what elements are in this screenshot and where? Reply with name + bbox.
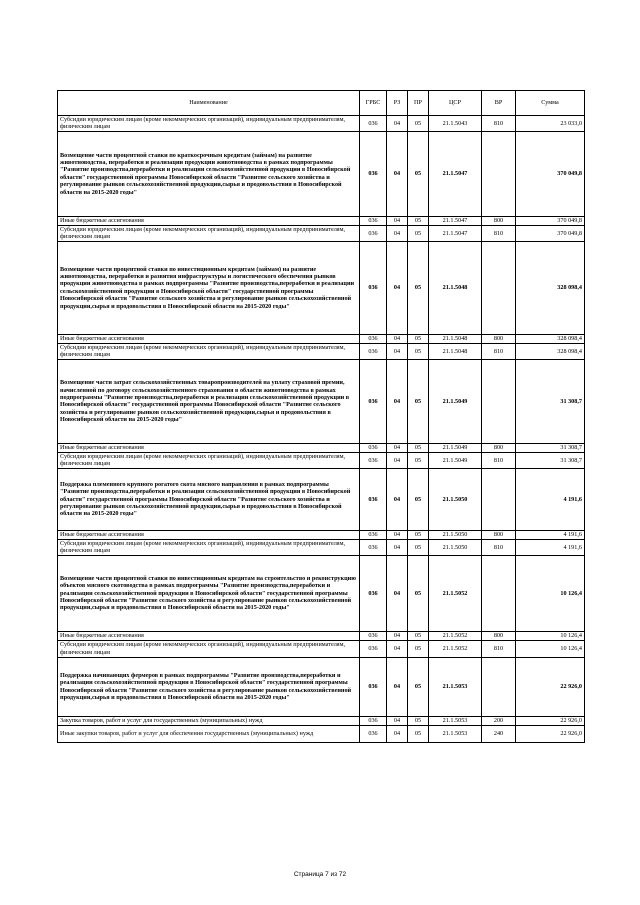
cell-rz: 04: [387, 225, 408, 241]
cell-name: Иные бюджетные ассигнования: [58, 530, 360, 539]
cell-csr: 21.1.5052: [429, 631, 482, 640]
cell-name: Субсидии юридическим лицам (кроме некоммерческих организаций), индивидуальным предпринимателям, физическим лицам: [58, 452, 360, 468]
header-grbs: ГРБС: [360, 91, 387, 116]
cell-pr: 05: [408, 334, 429, 343]
cell-grbs: 036: [360, 640, 387, 657]
cell-sum: 370 049,8: [516, 225, 585, 241]
table-row: [58, 334, 585, 343]
cell-vr: [482, 657, 516, 716]
cell-vr: 800: [482, 443, 516, 452]
cell-rz: 04: [387, 241, 408, 334]
cell-rz: 04: [387, 131, 408, 216]
cell-rz: 04: [387, 359, 408, 443]
cell-grbs: 036: [360, 631, 387, 640]
table-row: [58, 443, 585, 452]
cell-grbs: 036: [360, 131, 387, 216]
cell-grbs: 036: [360, 452, 387, 468]
cell-csr: 21.1.5052: [429, 555, 482, 631]
cell-sum: 328 098,4: [516, 241, 585, 334]
table-row: [58, 452, 585, 468]
header-name: Наименование: [58, 91, 360, 116]
cell-vr: 800: [482, 334, 516, 343]
cell-pr: 05: [408, 359, 429, 443]
cell-pr: 05: [408, 716, 429, 725]
cell-rz: 04: [387, 530, 408, 539]
cell-grbs: 036: [360, 359, 387, 443]
table-row: [58, 225, 585, 241]
cell-rz: 04: [387, 334, 408, 343]
cell-grbs: 036: [360, 555, 387, 631]
cell-pr: 05: [408, 131, 429, 216]
cell-sum: 22 926,0: [516, 716, 585, 725]
cell-rz: 04: [387, 657, 408, 716]
cell-sum: 370 049,8: [516, 216, 585, 225]
table-row: [58, 359, 585, 443]
table-header-row: [58, 91, 585, 116]
table-row: [58, 640, 585, 657]
cell-vr: 810: [482, 225, 516, 241]
cell-sum: 31 308,7: [516, 359, 585, 443]
cell-grbs: 036: [360, 468, 387, 530]
table-row: [58, 116, 585, 132]
cell-name: Субсидии юридическим лицам (кроме некоммерческих организаций), индивидуальным предпринимателям, физическим лицам: [58, 225, 360, 241]
cell-pr: 05: [408, 539, 429, 555]
cell-grbs: 036: [360, 725, 387, 742]
cell-pr: 05: [408, 725, 429, 742]
cell-grbs: 036: [360, 225, 387, 241]
cell-vr: [482, 468, 516, 530]
table-row: [58, 530, 585, 539]
cell-grbs: 036: [360, 343, 387, 359]
cell-csr: 21.1.5050: [429, 468, 482, 530]
cell-pr: 05: [408, 452, 429, 468]
cell-sum: 370 049,8: [516, 131, 585, 216]
cell-name: Субсидии юридическим лицам (кроме некоммерческих организаций), индивидуальным предпринимателям, физическим лицам: [58, 343, 360, 359]
cell-sum: 4 191,6: [516, 468, 585, 530]
cell-name: Возмещение части процентной ставки по инвестиционным кредитам (займам) на развитие животноводства, переработки и развития инфраструктуры и логистического обеспечения рынков продукции животноводства в рамках подпрограммы "Развитие производства,переработки и реализации сельскохозяйственной продукции в Новосибирской области" государственной программы Новосибирской области "Развитие сельского хозяйства и регулирование рынков сельскохозяйственной продукции,сырья и продовольствия в Новосибирской области на 2015-2020 годы": [58, 241, 360, 334]
cell-grbs: 036: [360, 443, 387, 452]
cell-rz: 04: [387, 443, 408, 452]
cell-rz: 04: [387, 640, 408, 657]
cell-csr: 21.1.5047: [429, 225, 482, 241]
cell-name: Иные закупки товаров, работ и услуг для обеспечения государственных (муниципальных) нужд: [58, 725, 360, 742]
cell-sum: 10 126,4: [516, 555, 585, 631]
cell-pr: 05: [408, 443, 429, 452]
table-row: [58, 631, 585, 640]
cell-vr: [482, 555, 516, 631]
cell-sum: 4 191,6: [516, 539, 585, 555]
cell-vr: 800: [482, 216, 516, 225]
table-row: [58, 343, 585, 359]
cell-csr: 21.1.5048: [429, 334, 482, 343]
cell-csr: 21.1.5053: [429, 716, 482, 725]
cell-grbs: 036: [360, 716, 387, 725]
table-row: [58, 725, 585, 742]
cell-name: Возмещение части затрат сельскохозяйственных товаропроизводителей на уплату страховой премии, начисленной по договору сельскохозяйственного страхования в области животноводства в рамках подпрограммы "Развитие производства,переработки и реализации сельскохозяйственной продукции в Новосибирской области" государственной программы Новосибирской области "Развитие сельского хозяйства и регулирование рынков сельскохозяйственной продукции,сырья и продовольствия в Новосибирской области на 2015-2020 годы": [58, 359, 360, 443]
cell-pr: 05: [408, 468, 429, 530]
cell-rz: 04: [387, 725, 408, 742]
cell-pr: 05: [408, 343, 429, 359]
cell-grbs: 036: [360, 530, 387, 539]
cell-name: Поддержка племенного крупного рогатого скота мясного направления в рамках подпрограммы "Развитие производства,переработки и реализации сельскохозяйственной продукции в Новосибирской области" государственной программы Новосибирской области "Развитие сельского хозяйства и регулирование рынков сельскохозяйственной продукции,сырья и продовольствия в Новосибирской области на 2015-2020 годы": [58, 468, 360, 530]
cell-csr: 21.1.5050: [429, 539, 482, 555]
cell-csr: 21.1.5048: [429, 241, 482, 334]
cell-name: Иные бюджетные ассигнования: [58, 216, 360, 225]
cell-name: Субсидии юридическим лицам (кроме некоммерческих организаций), индивидуальным предпринимателям, физическим лицам: [58, 640, 360, 657]
cell-csr: 21.1.5047: [429, 216, 482, 225]
cell-vr: [482, 359, 516, 443]
table-row: [58, 131, 585, 216]
table-row: [58, 657, 585, 716]
cell-sum: 31 308,7: [516, 452, 585, 468]
cell-pr: 05: [408, 241, 429, 334]
cell-csr: 21.1.5053: [429, 725, 482, 742]
cell-vr: 800: [482, 631, 516, 640]
cell-vr: 810: [482, 539, 516, 555]
cell-csr: 21.1.5047: [429, 131, 482, 216]
cell-grbs: 036: [360, 241, 387, 334]
page-number: Страница 7 из 72: [293, 871, 347, 878]
table-row: [58, 539, 585, 555]
cell-vr: 810: [482, 452, 516, 468]
cell-name: Субсидии юридическим лицам (кроме некоммерческих организаций), индивидуальным предпринимателям, физическим лицам: [58, 116, 360, 132]
cell-pr: 05: [408, 631, 429, 640]
table-row: [58, 216, 585, 225]
table-row: [58, 241, 585, 334]
header-csr: ЦСР: [429, 91, 482, 116]
cell-csr: 21.1.5049: [429, 452, 482, 468]
cell-name: Иные бюджетные ассигнования: [58, 443, 360, 452]
cell-rz: 04: [387, 343, 408, 359]
cell-csr: 21.1.5043: [429, 116, 482, 132]
cell-vr: 200: [482, 716, 516, 725]
cell-vr: [482, 131, 516, 216]
cell-pr: 05: [408, 216, 429, 225]
cell-grbs: 036: [360, 334, 387, 343]
cell-rz: 04: [387, 539, 408, 555]
cell-grbs: 036: [360, 657, 387, 716]
cell-sum: 10 126,4: [516, 640, 585, 657]
cell-vr: 810: [482, 640, 516, 657]
cell-grbs: 036: [360, 216, 387, 225]
budget-table: [57, 90, 585, 743]
cell-name: Субсидии юридическим лицам (кроме некоммерческих организаций), индивидуальным предпринимателям, физическим лицам: [58, 539, 360, 555]
header-rz: РЗ: [387, 91, 408, 116]
cell-sum: 10 126,4: [516, 631, 585, 640]
cell-rz: 04: [387, 116, 408, 132]
cell-rz: 04: [387, 216, 408, 225]
cell-rz: 04: [387, 555, 408, 631]
table-row: [58, 555, 585, 631]
cell-grbs: 036: [360, 116, 387, 132]
cell-rz: 04: [387, 716, 408, 725]
cell-csr: 21.1.5050: [429, 530, 482, 539]
cell-csr: 21.1.5049: [429, 443, 482, 452]
table-row: [58, 716, 585, 725]
cell-sum: 22 926,0: [516, 657, 585, 716]
cell-name: Поддержка начинающих фермеров в рамках подпрограммы "Развитие производства,переработки и реализации сельскохозяйственной продукции в Новосибирской области" государственной программы Новосибирской области "Развитие сельского хозяйства и регулирование рынков сельскохозяйственной продукции,сырья и продовольствия в Новосибирской области на 2015-2020 годы": [58, 657, 360, 716]
cell-pr: 05: [408, 116, 429, 132]
cell-pr: 05: [408, 657, 429, 716]
cell-sum: 328 098,4: [516, 343, 585, 359]
cell-csr: 21.1.5048: [429, 343, 482, 359]
cell-rz: 04: [387, 452, 408, 468]
cell-sum: 23 033,0: [516, 116, 585, 132]
cell-name: Возмещение части процентной ставки по инвестиционным кредитам на строительство и реконструкцию объектов мясного скотоводства в рамках подпрограммы "Развитие производства,переработки и реализации сельскохозяйственной продукции в Новосибирской области" государственной программы Новосибирской области "Развитие сельского хозяйства и регулирование рынков сельскохозяйственной продукции,сырья и продовольствия в Новосибирской области на 2015-2020 годы": [58, 555, 360, 631]
table-row: [58, 468, 585, 530]
cell-vr: 800: [482, 530, 516, 539]
cell-vr: 810: [482, 343, 516, 359]
header-sum: Сумма: [516, 91, 585, 116]
cell-rz: 04: [387, 631, 408, 640]
header-pr: ПР: [408, 91, 429, 116]
cell-csr: 21.1.5053: [429, 657, 482, 716]
cell-grbs: 036: [360, 539, 387, 555]
cell-name: Иные бюджетные ассигнования: [58, 631, 360, 640]
cell-pr: 05: [408, 640, 429, 657]
cell-csr: 21.1.5052: [429, 640, 482, 657]
cell-vr: 810: [482, 116, 516, 132]
cell-sum: 328 098,4: [516, 334, 585, 343]
cell-pr: 05: [408, 555, 429, 631]
cell-name: Возмещение части процентной ставки по краткосрочным кредитам (займам) на развитие животноводства, переработки и реализации продукции животноводства в рамках подпрограммы "Развитие производства,переработки и реализации сельскохозяйственной продукции в Новосибирской области" государственной программы Новосибирской области "Развитие сельского хозяйства и регулирование рынков сельскохозяйственной продукции,сырья и продовольствия в Новосибирской области на 2015-2020 годы": [58, 131, 360, 216]
header-vr: ВР: [482, 91, 516, 116]
cell-sum: 22 926,0: [516, 725, 585, 742]
cell-sum: 31 308,7: [516, 443, 585, 452]
cell-vr: [482, 241, 516, 334]
cell-rz: 04: [387, 468, 408, 530]
cell-pr: 05: [408, 225, 429, 241]
cell-name: Иные бюджетные ассигнования: [58, 334, 360, 343]
cell-name: Закупка товаров, работ и услуг для государственных (муниципальных) нужд: [58, 716, 360, 725]
cell-vr: 240: [482, 725, 516, 742]
cell-sum: 4 191,6: [516, 530, 585, 539]
cell-csr: 21.1.5049: [429, 359, 482, 443]
cell-pr: 05: [408, 530, 429, 539]
